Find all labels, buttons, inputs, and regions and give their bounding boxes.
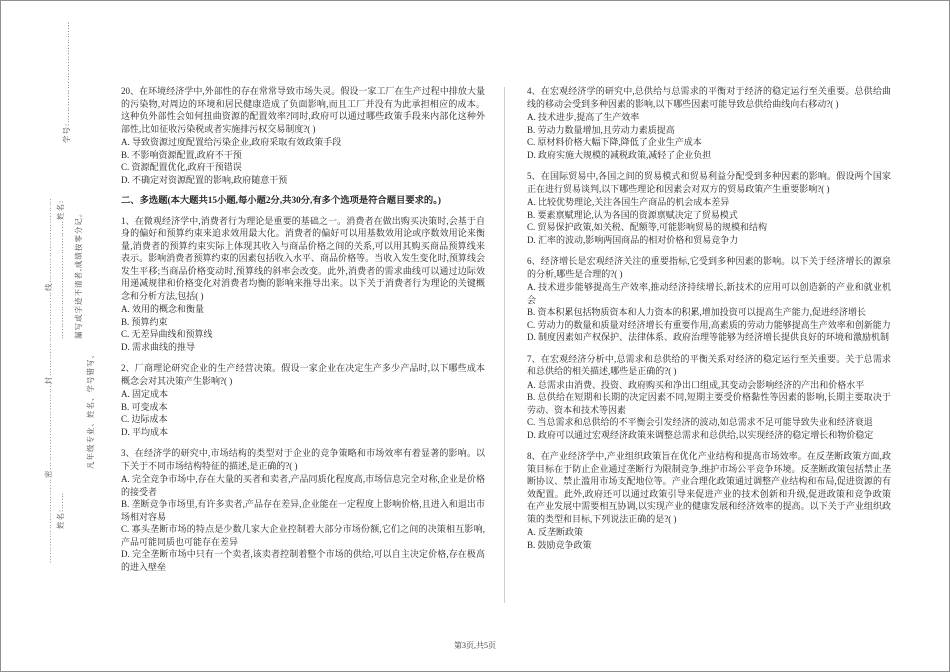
- question-stem: 1、在微观经济学中,消费者行为理论是重要的基础之一。消费者在做出购买决策时,会基于自身的偏好和预算约束来追求效用最大化。消费者的偏好可以用基数效用论或序数效用论来衡量,消费者的预算约束实际上体现其收入与商品价格之间的关系,可以用其购买商品预算线来表示。影响消费者预算约束的因素包括收入水平、商品价格等。当收入发生变化时,预算线会发生平移;当商品价格变动时,预算线的斜率会改变。此外,消费者的需求曲线可以通过边际效用递减规律和价格变化对消费者均衡的影响来推导出来。以下关于消费者行为理论的关键概念和分析方法,包括( ): [121, 215, 485, 301]
- option-line: C. 资源配置优化,政府干预错误: [121, 162, 242, 172]
- option-line: A. 导致资源过度配置给污染企业,政府采取有效政策手段: [121, 137, 342, 147]
- option-line: B. 总供给在短期和长期的决定因素不同,短期主要受价格黏性等因素的影响,长期主要取决于劳动、资本和技术等因素: [527, 392, 891, 415]
- option-line: B. 不影响资源配置,政府不干预: [121, 149, 242, 160]
- question-block: [527, 353, 891, 442]
- seal-warning-line1: 凡年级专业、姓名、学号错写、: [86, 350, 95, 469]
- seal-line: …………………………密…………………………封…………………………线…………………………: [44, 197, 53, 563]
- question-block: [527, 170, 891, 246]
- section-header: 二、多选题(本大题共15小题,每小题2分,共30分,有多个选项是符合题目要求的。): [121, 196, 441, 206]
- option-line: A. 总需求由消费、投资、政府购买和净出口组成,其变动会影响经济的产出和价格水平: [527, 379, 865, 390]
- option-line: D. 平均成本: [121, 426, 168, 437]
- option-line: D. 汇率的波动,影响两国商品的相对价格和贸易竞争力: [527, 234, 739, 245]
- option-line: C. 无差异曲线和预算线: [121, 329, 213, 339]
- question-block: [121, 447, 485, 573]
- question-block: [527, 450, 891, 551]
- option-line: A. 反垄断政策: [527, 527, 583, 537]
- option-line: C. 原材料价格大幅下降,降低了企业生产成本: [527, 137, 702, 147]
- option-line: C. 劳动力的数量和质量对经济增长有重要作用,高素质的劳动力能够提高生产效率和创新能力: [527, 319, 891, 330]
- question-stem: 4、在宏观经济学的研究中,总供给与总需求的平衡对于经济的稳定运行至关重要。总供给曲线的移动会受到多种因素的影响,以下哪些因素可能导致总供给曲线向右移动?( ): [527, 86, 891, 109]
- question-block: [121, 362, 485, 438]
- question-block: [121, 85, 485, 186]
- option-line: B. 鼓励竞争政策: [527, 539, 592, 550]
- option-line: C. 边际成本: [121, 414, 168, 424]
- question-stem: 20、在环境经济学中,外部性的存在常常导致市场失灵。假设一家工厂在生产过程中排放大量的污染物,对周边的环境和居民健康造成了负面影响,而且工厂并没有为此承担相应的成本。这种负外部性会如何扭曲资源的配置效率?同时,政府可以通过哪些政策手段来内部化这种外部性,比如征收污染税或者实施排污权交易制度?( ): [121, 86, 485, 134]
- option-line: B. 可变成本: [121, 401, 168, 412]
- seal-warning-line2: 漏写或字迹不清者,成绩按零分记。: [74, 208, 83, 339]
- question-stem: 6、经济增长是宏观经济关注的重要指标,它受到多种因素的影响。以下关于经济增长的源泉的分析,哪些是合理的?( ): [527, 256, 891, 279]
- question-stem: 7、在宏观经济分析中,总需求和总供给的平衡关系对经济的稳定运行至关重要。关于总需求和总供给的相关描述,哪些是正确的?( ): [527, 353, 891, 376]
- option-line: A. 效用的概念和衡量: [121, 304, 204, 314]
- option-line: C. 贸易保护政策,如关税、配额等,可能影响贸易的规模和结构: [527, 222, 768, 232]
- option-line: B. 垄断竞争市场里,有许多卖者,产品存在差异,企业能在一定程度上影响价格,且进入和退出市场相对容易: [121, 499, 485, 522]
- option-line: D. 政府可以通过宏观经济政策来调整总需求和总供给,以实现经济的稳定增长和物价稳定: [527, 429, 874, 440]
- option-line: D. 需求曲线的推导: [121, 341, 195, 352]
- question-block: [527, 255, 891, 344]
- option-line: C. 当总需求和总供给的不平衡会引发经济的波动,如总需求不足可能导致失业和经济衰退: [527, 417, 873, 427]
- option-line: A. 技术进步能够提高生产效率,推动经济持续增长,新技术的应用可以创造新的产业和就业机会: [527, 282, 891, 305]
- option-line: B. 资本积累包括物质资本和人力资本的积累,增加投资可以提高生产能力,促进经济增长: [527, 307, 867, 317]
- option-line: A. 技术进步,提高了生产效率: [527, 112, 640, 122]
- question-stem: 2、厂商理论研究企业的生产经营决策。假设一家企业在决定生产多少产品时,以下哪些成本概念会对其决策产生影响?( ): [121, 363, 485, 386]
- question-stem: 3、在经济学的研究中,市场结构的类型对于企业的竞争策略和市场效率有着显著的影响。以下关于不同市场结构特征的描述,是正确的?( ): [121, 448, 485, 471]
- option-line: B. 预算约束: [121, 316, 168, 327]
- option-line: D. 不确定对资源配置的影响,政府随意干预: [121, 174, 288, 185]
- option-line: B. 劳动力数量增加,且劳动力素质提高: [527, 124, 675, 135]
- right-column: [527, 85, 891, 560]
- option-line: D. 制度因素如产权保护、法律体系、政府治理等能够为经济增长提供良好的环境和激励机制: [527, 332, 890, 342]
- option-line: D. 政府实施大规模的减税政策,减轻了企业负担: [527, 149, 712, 160]
- question-stem: 5、在国际贸易中,各国之间的贸易模式和贸易利益分配受到多种因素的影响。假设两个国家正在进行贸易谈判,以下哪些理论和因素会对双方的贸易政策产生重要影响?( ): [527, 171, 891, 194]
- seal-name-field-bottom: 姓名:……: [56, 491, 65, 529]
- seal-student-id-field: 学号:………………………………: [62, 20, 71, 143]
- option-line: C. 寡头垄断市场的特点是少数几家大企业控制着大部分市场份额,它们之间的决策相互影响,产品可能同质也可能存在差异: [121, 524, 485, 547]
- option-line: D. 完全垄断市场中只有一个卖者,该卖者控制着整个市场的供给,可以自主决定价格,存在极高的进入壁垒: [121, 549, 485, 572]
- option-line: A. 完全竞争市场中,存在大量的买者和卖者,产品同质化程度高,市场信息完全对称,企业是价格的接受者: [121, 474, 485, 497]
- page-number: 第3页,共5页: [454, 641, 496, 650]
- question-stem: 8、在产业经济学中,产业组织政策旨在优化产业结构和提高市场效率。在反垄断政策方面,政策目标在于防止企业通过垄断行为限制竞争,维护市场公平竞争环境。反垄断政策包括禁止垄断协议、禁止滥用市场支配地位等。产业合理化政策通过调整产业结构和布局,促进资源的有效配置。此外,政府还可以通过政策引导来促进产业的技术创新和升级,促进政策和竞争政策在产业发展中需要相互协调,以实现产业的健康发展和经济效率的提高。以下关于产业组织政策的类型和目标,下列说法正确的是?( ): [527, 451, 891, 524]
- question-block: [527, 85, 891, 161]
- option-line: A. 比较优势理论,关注各国生产商品的机会成本差异: [527, 197, 730, 207]
- option-line: A. 固定成本: [121, 389, 168, 399]
- seal-name-field: ……………………………………姓名:: [56, 199, 65, 339]
- column-divider: [504, 87, 505, 603]
- question-block: [121, 215, 485, 354]
- option-line: B. 要素禀赋理论,认为各国的资源禀赋决定了贸易模式: [527, 209, 738, 220]
- left-column: [121, 85, 485, 582]
